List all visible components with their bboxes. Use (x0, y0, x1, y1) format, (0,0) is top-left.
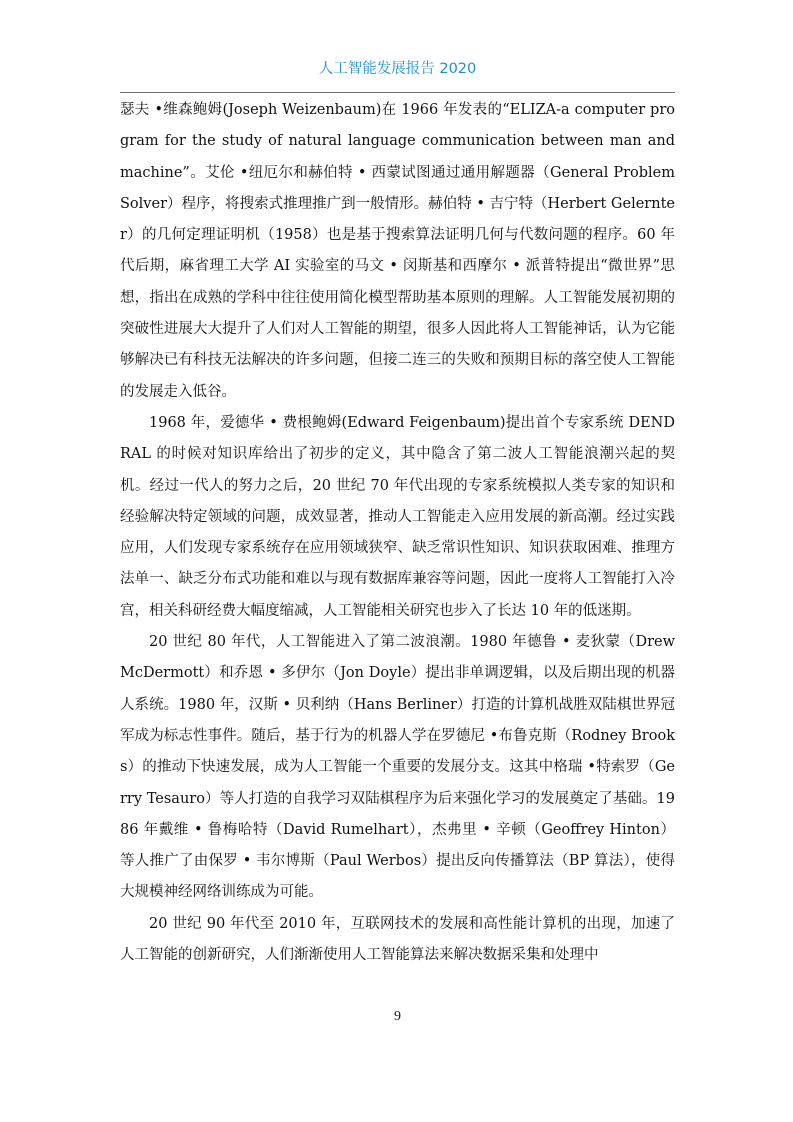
paragraph-3: 20 世纪 80 年代，人工智能进入了第二波浪潮。1980 年德鲁 • 麦狄蒙（Drew McDermott）和乔恩 • 多伊尔（Jon Doyle）提出非单调逻辑，以及后期出现的机器人系统。1980 年，汉斯 • 贝利纳（Hans Berliner）打造的计算机战胜双陆棋世界冠军成为标志性事件。随后，基于行为的机器人学在罗德尼 •布鲁克斯（Rodney Brooks）的推动下快速发展，成为人工智能一个重要的发展分支。这其中格瑞 •特索罗（Gerry Tesauro）等人打造的自我学习双陆棋程序为后来强化学习的发展奠定了基础。1986 年戴维 • 鲁梅哈特（David Rumelhart），杰弗里 • 辛顿（Geoffrey Hinton）等人推广了由保罗 • 韦尔博斯（Paul Werbos）提出反向传播算法（BP 算法），使得大规模神经网络训练成为可能。 (120, 634, 675, 901)
page-number: 9 (394, 1009, 401, 1024)
paragraph-2: 1968 年，爱德华 • 费根鲍姆(Edward Feigenbaum)提出首个专家系统 DENDRAL 的时候对知识库给出了初步的定义，其中隐含了第二波人工智能浪潮兴起的契机。经过一代人的努力之后，20 世纪 70 年代出现的专家系统模拟人类专家的知识和经验解决特定领域的问题，成效显著，推动人工智能走入应用发展的新高潮。经过实践应用，人们发现专家系统存在应用领域狭窄、缺乏常识性知识、知识获取困难、推理方法单一、缺乏分布式功能和难以与现有数据库兼容等问题，因此一度将人工智能打入冷宫，相关科研经费大幅度缩减，人工智能相关研究也步入了长达 10 年的低迷期。 (120, 414, 675, 619)
paragraph-1: 瑟夫 •维森鲍姆(Joseph Weizenbaum)在 1966 年发表的“ELIZA-a computer program for the study of natural language communication between man and machine”。艾伦 •纽厄尔和赫伯特 • 西蒙试图通过通用解题器（General Problem Solver）程序，将搜索式推理推广到一般情形。赫伯特 • 吉宁特（Herbert Gelernter）的几何定理证明机（1958）也是基于搜索算法证明几何与代数问题的程序。60 年代后期，麻省理工大学 AI 实验室的马文 • 闵斯基和西摩尔 • 派普特提出“微世界”思想，指出在成熟的学科中往往使用简化模型帮助基本原则的理解。人工智能发展初期的突破性进展大大提升了人们对人工智能的期望，很多人因此将人工智能神话，认为它能够解决已有科技无法解决的许多问题，但接二连三的失败和预期目标的落空使人工智能的发展走入低谷。 (120, 102, 675, 400)
body-text (120, 95, 675, 971)
header-divider (120, 92, 675, 93)
page-header-title: 人工智能发展报告 2020 (318, 61, 477, 77)
paragraph-4: 20 世纪 90 年代至 2010 年，互联网技术的发展和高性能计算机的出现，加速了人工智能的创新研究，人们渐渐使用人工智能算法来解决数据采集和处理中 (120, 915, 675, 964)
